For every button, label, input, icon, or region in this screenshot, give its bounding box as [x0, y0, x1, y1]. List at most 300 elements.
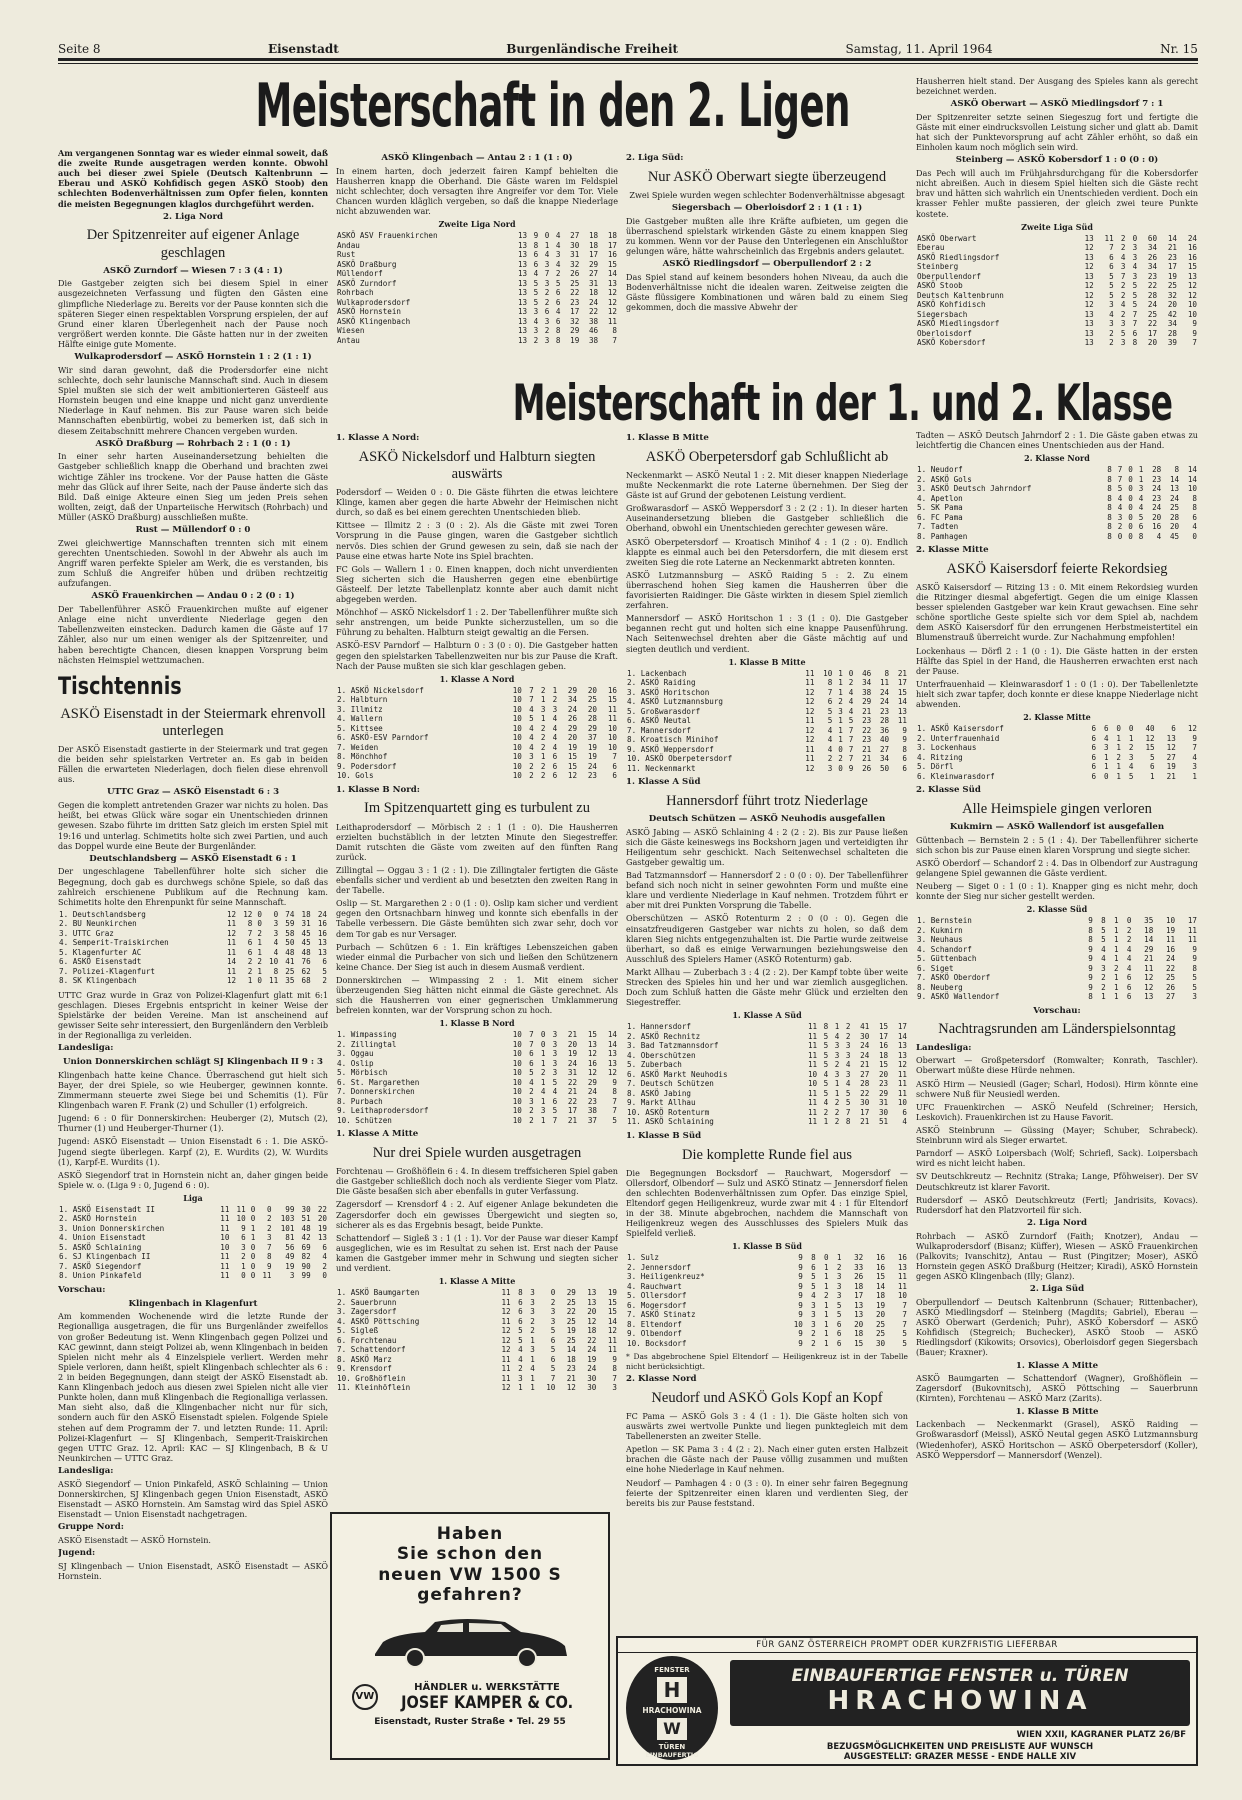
- match-report: Apetlon — SK Pama 3 : 4 (2 : 2). Nach einer guten ersten Halbzeit brachen die Gäste nach der Pause völlig zusammen und mußten eine hohe Niederlage in Kauf nehmen.: [626, 1444, 908, 1475]
- team-name-cell: 8. Kroatisch Minihof: [627, 735, 719, 745]
- stat-cell: 0: [1128, 465, 1133, 475]
- stat-cell: 4: [555, 231, 561, 241]
- article-paragraph: Die Begegnungen Bocksdorf — Rauchwart, Mogersdorf — Ollersdorf, Olbendorf — Sulz und ASKÖ Stinatz — Jennersdorf fielen den schlechten Bodenverhältnissen zum Opfer. Das einzige Spiel, Eltendorf gegen Heiligenkreuz, wurde zwar mit 4 : 1 für Eltendorf in der 38. Minute abgebrochen, nachdem die Mannschaft von Heiligenkreuz wegen des Ausschlusses des Spielers Muik das Spielfeld verließ.: [626, 1167, 908, 1239]
- stat-cell: 11: [501, 1288, 511, 1298]
- stat-cell: 6: [902, 763, 907, 773]
- stat-cell: 21: [897, 668, 907, 678]
- stat-cell: 18: [588, 240, 599, 250]
- stat-cell: 2: [550, 1297, 556, 1307]
- table-row: [626, 1329, 908, 1338]
- stat-cell: 4: [848, 697, 854, 707]
- stat-cell: 1: [824, 1310, 829, 1320]
- ad-footer-line: AUSGESTELLT: GRAZER MESSE - ENDE HALLE XIV: [843, 1752, 1077, 1763]
- stat-cell: 3: [811, 1319, 816, 1329]
- stat-cell: 13: [897, 1041, 907, 1051]
- stat-cell: 5: [552, 1106, 558, 1116]
- stat-cell: 14: [1169, 474, 1180, 484]
- stat-cell: 4: [848, 706, 854, 716]
- table-row: [916, 310, 1198, 319]
- table-heading: Zweite Liga Süd: [1021, 221, 1093, 232]
- stat-cell: 9: [798, 1310, 803, 1320]
- stat-cell: 4: [1103, 733, 1109, 743]
- stat-cell: 7: [827, 687, 833, 697]
- article-headline: Alle Heimspiele gingen verloren: [962, 800, 1152, 817]
- w-logo-icon: W: [657, 1718, 687, 1740]
- article-headline: Hannersdorf führt trotz Niederlage: [666, 792, 868, 809]
- stat-cell: 25: [566, 1316, 576, 1326]
- stat-cell: 17: [1187, 916, 1197, 926]
- table-row: [336, 279, 618, 288]
- stat-cell: 10: [512, 761, 522, 771]
- stat-cell: 3: [1128, 752, 1134, 762]
- stat-cell: 3: [612, 1383, 617, 1393]
- stat-cell: 2: [540, 761, 546, 771]
- table-row: [336, 1049, 618, 1058]
- team-name-cell: 6. ASKÖ Markt Neuhodis: [627, 1069, 728, 1079]
- team-name-cell: 1. Hannersdorf: [627, 1022, 692, 1032]
- stat-cell: 4: [544, 250, 550, 260]
- team-name-cell: ASKÖ Kohfidisch: [917, 300, 986, 310]
- stat-cell: 3: [1132, 243, 1138, 253]
- stat-cell: 6: [612, 771, 617, 781]
- stat-cell: 4: [552, 742, 558, 752]
- stat-cell: 22: [1165, 963, 1176, 973]
- fixture-line: UFC Frauenkirchen — ASKÖ Neufeld (Schreiner; Hersich, Leskovich). Frauenkirchen ist zu Hause Favorit.: [916, 1101, 1198, 1122]
- section-label: Vorschau:: [1033, 1005, 1081, 1016]
- stat-cell: 2: [811, 1338, 816, 1348]
- stat-cell: 23: [1152, 474, 1162, 484]
- stat-cell: 6: [533, 259, 539, 269]
- stat-cell: 9: [533, 231, 539, 241]
- team-name-cell: 9. ASKÖ Weppersdorf: [627, 744, 714, 754]
- stat-cell: 2: [1101, 973, 1106, 983]
- stat-cell: 15: [607, 695, 617, 705]
- stat-cell: 2: [266, 1214, 272, 1224]
- stat-cell: 11: [607, 1345, 617, 1355]
- stat-cell: 3: [544, 278, 550, 288]
- stat-cell: 3: [552, 1039, 558, 1049]
- table-row: [336, 1364, 618, 1373]
- team-name-cell: 1. Neudorf: [917, 465, 963, 475]
- stat-cell: 24: [567, 1058, 578, 1068]
- stat-cell: 6: [827, 697, 833, 707]
- stat-cell: 1: [540, 714, 546, 724]
- stat-cell: 6: [1091, 762, 1097, 772]
- stat-cell: 28: [1147, 290, 1158, 300]
- stat-cell: 9: [1088, 916, 1093, 926]
- stat-cell: 81: [285, 1233, 295, 1243]
- stat-cell: 2: [247, 966, 253, 976]
- standings-table: [626, 669, 908, 773]
- table-row: [626, 735, 908, 744]
- section-title-tischtennis: Tischtennis: [58, 671, 182, 700]
- match-title: ASKÖ Zurndorf — Wiesen 7 : 3 (4 : 1): [103, 265, 283, 276]
- stat-cell: 3: [1109, 319, 1114, 329]
- article-paragraph: Jugend: 6 : 0 für Donnerskirchen: Heuberger (2), Mutsch (2), Thurner (1) und Heuberger-Thurner (1).: [58, 1113, 328, 1134]
- team-name-cell: 2. ASKÖ Raiding: [627, 678, 696, 688]
- standings-table: [626, 1253, 908, 1348]
- team-name-cell: 1. ASKÖ Baumgarten: [337, 1288, 420, 1298]
- stat-cell: 26: [570, 269, 580, 279]
- stat-cell: 6: [555, 316, 561, 326]
- stat-cell: 0: [1192, 531, 1197, 541]
- stat-cell: 35: [1144, 916, 1154, 926]
- stat-cell: 10: [220, 1242, 230, 1252]
- column-a: [58, 148, 328, 1800]
- stat-cell: 6: [529, 1049, 534, 1059]
- stat-cell: 13: [1084, 309, 1094, 319]
- stat-cell: 9: [798, 1253, 803, 1263]
- stat-cell: 20: [1167, 300, 1177, 310]
- stat-cell: 2: [529, 1087, 534, 1097]
- team-name-cell: 3. Neuhaus: [917, 935, 963, 945]
- stat-cell: 6: [1091, 771, 1097, 781]
- table-row: [916, 762, 1198, 771]
- stat-cell: 18: [607, 231, 617, 241]
- table-row: [336, 1059, 618, 1068]
- stat-cell: 24: [860, 1050, 870, 1060]
- table-row: [916, 734, 1198, 743]
- stat-cell: 1: [241, 1261, 246, 1271]
- match-report: Donnerskirchen — Wimpassing 2 : 1. Mit einem sicher überzeugenden Sieg hätten nicht einmal die Gäste gerechnet. Als sich die Hausherren von einer gegnerischen Umklammerung befreien konnten, war der Vorsprung schon zu hoch.: [336, 975, 618, 1016]
- stat-cell: 41: [285, 957, 295, 967]
- stat-cell: 24: [1187, 233, 1197, 243]
- stat-cell: 5: [1128, 771, 1134, 781]
- stat-cell: 11: [805, 668, 815, 678]
- stat-cell: 3: [834, 1069, 840, 1079]
- stat-cell: 6: [1150, 762, 1155, 772]
- hrachowina-emblem: [626, 1656, 718, 1760]
- match-report: Markt Allhau — Zuberbach 3 : 4 (2 : 2). Der Kampf tobte über weite Strecken des Spieles hin und her und war ziemlich ausgeglichen. Doch zum Schluß hatten die Gäste mehr Glück und erzielten den Siegestreffer.: [626, 967, 908, 1008]
- match-report: Oberschützen — ASKÖ Rotenturm 2 : 0 (0 : 0). Gegen die einsatzfreudigeren Gastgeber war nichts zu holen, so daß dem klaren Sieg nichts entgegenzuhalten ist. Die Partie wurde zeitweise überhart, so daß es einige Verwarnungen beziehungsweise den Ausschluß des Spielers Hamer (ASKÖ Rotenturm) gab.: [626, 913, 908, 964]
- stat-cell: 27: [1166, 752, 1176, 762]
- stat-cell: 4: [827, 735, 833, 745]
- stat-cell: 14: [875, 1281, 886, 1291]
- table-row: [336, 762, 618, 771]
- table-row: [336, 1030, 618, 1039]
- stat-cell: 6: [322, 1242, 327, 1252]
- table-row: [626, 1060, 908, 1069]
- stat-cell: 2: [540, 723, 546, 733]
- stat-cell: 10: [512, 1068, 522, 1078]
- stat-cell: 12: [607, 307, 617, 317]
- stat-cell: 0: [322, 1271, 327, 1281]
- stat-cell: 25: [1167, 281, 1177, 291]
- stat-cell: 28: [1152, 465, 1162, 475]
- stat-cell: 12: [805, 697, 815, 707]
- stat-cell: 1: [1114, 935, 1119, 945]
- stat-cell: 2: [834, 1098, 840, 1108]
- stat-cell: 20: [854, 1319, 864, 1329]
- stat-cell: 12: [1187, 290, 1197, 300]
- team-name-cell: 6. St. Margarethen: [337, 1077, 420, 1087]
- stat-cell: 7: [612, 1096, 617, 1106]
- stat-cell: 8: [1107, 465, 1112, 475]
- table-row: [916, 494, 1198, 503]
- stat-cell: 1: [838, 716, 843, 726]
- stat-cell: 1: [1150, 771, 1155, 781]
- team-name-cell: 8. Mönchhof: [337, 752, 388, 762]
- stat-cell: 3: [530, 1307, 535, 1317]
- stat-cell: 3: [540, 704, 546, 714]
- stat-cell: 3: [518, 1373, 523, 1383]
- stat-cell: 22: [567, 1077, 578, 1087]
- stat-cell: 14: [607, 1039, 617, 1049]
- stat-cell: 10: [1165, 916, 1176, 926]
- subsection-label: Landesliga:: [58, 1465, 114, 1476]
- ad-dealer-name: JOSEF KAMPER & CO.: [401, 1692, 573, 1713]
- team-name-cell: 4. Rauchwart: [627, 1281, 682, 1291]
- stat-cell: 15: [567, 752, 578, 762]
- stat-cell: 5: [845, 1088, 851, 1098]
- stat-cell: 1: [824, 1262, 829, 1272]
- stat-cell: 5: [823, 1041, 829, 1051]
- stat-cell: 11: [220, 1223, 230, 1233]
- stat-cell: 13: [517, 316, 528, 326]
- stat-cell: 19: [607, 1288, 617, 1298]
- stat-cell: 7: [1117, 465, 1123, 475]
- stat-cell: 9: [266, 1261, 272, 1271]
- stat-cell: 14: [1144, 935, 1154, 945]
- stat-cell: 12: [607, 1068, 617, 1078]
- stat-cell: 2: [529, 1115, 534, 1125]
- stat-cell: 3: [834, 1041, 840, 1051]
- stat-cell: 4: [518, 1345, 523, 1355]
- table-row: [626, 1117, 908, 1126]
- stat-cell: 24: [879, 687, 890, 697]
- stat-cell: 29: [1144, 944, 1154, 954]
- stat-cell: 2: [241, 1252, 246, 1262]
- stat-cell: 28: [860, 1079, 870, 1089]
- stat-cell: 19: [1167, 271, 1177, 281]
- stat-cell: 3: [1132, 252, 1138, 262]
- stat-cell: 7: [266, 1242, 272, 1252]
- team-name-cell: 8. SK Klingenbach: [59, 976, 137, 986]
- team-name-cell: 4. Oslip: [337, 1058, 374, 1068]
- table-row: [336, 1307, 618, 1316]
- team-name-cell: 6. ASKÖ Neutal: [627, 716, 692, 726]
- team-name-cell: 6. Kleinwarasdorf: [917, 771, 995, 781]
- stat-cell: 5: [902, 1338, 907, 1348]
- stat-cell: 11: [807, 1098, 818, 1108]
- stat-cell: 1: [1116, 762, 1121, 772]
- stat-cell: 20: [567, 733, 578, 743]
- stat-cell: 8: [1174, 465, 1180, 475]
- stat-cell: 10: [512, 771, 522, 781]
- stat-cell: 1: [257, 947, 262, 957]
- article-paragraph: ASKÖ Eisenstadt — ASKÖ Hornstein.: [58, 1534, 211, 1545]
- stat-cell: 15: [854, 1338, 864, 1348]
- stat-cell: 9: [902, 725, 907, 735]
- stat-cell: 12: [566, 1383, 576, 1393]
- stat-cell: 7: [1192, 338, 1197, 347]
- team-name-cell: 9. ASKÖ Wallendorf: [917, 992, 1000, 1002]
- stat-cell: 24: [587, 761, 597, 771]
- section-label: 1. Klasse B Nord:: [336, 784, 420, 795]
- stat-cell: 8: [1088, 925, 1093, 935]
- stat-cell: 7: [529, 685, 534, 695]
- stat-cell: 11: [262, 1271, 272, 1281]
- stat-cell: 12: [1187, 281, 1197, 291]
- stat-cell: 9: [1088, 982, 1093, 992]
- stat-cell: 8: [533, 240, 539, 250]
- stat-cell: 23: [587, 1096, 597, 1106]
- stat-cell: 6: [518, 1316, 523, 1326]
- stat-cell: 35: [285, 976, 295, 986]
- stat-cell: 0: [1116, 724, 1121, 734]
- emblem-text: TÜREN: [658, 1743, 686, 1751]
- stat-cell: 10: [512, 742, 522, 752]
- stat-cell: 21: [567, 1087, 578, 1097]
- stat-cell: 21: [862, 706, 872, 716]
- stat-cell: 30: [587, 1383, 597, 1393]
- stat-cell: 1: [530, 1354, 535, 1364]
- stat-cell: 10: [512, 704, 522, 714]
- table-row: [916, 484, 1198, 493]
- stat-cell: 3: [845, 1069, 851, 1079]
- table-row: [626, 1089, 908, 1098]
- match-report: Tadten — ASKÖ Deutsch Jahrndorf 2 : 1. Die Gäste gaben etwas zu leichtfertig die Chancen eines Unentschieden aus der Hand.: [916, 430, 1198, 451]
- stat-cell: 4: [1126, 944, 1132, 954]
- stat-cell: 6: [1103, 724, 1109, 734]
- stat-cell: 5: [902, 1329, 907, 1339]
- stat-cell: 12: [1144, 973, 1154, 983]
- stat-cell: 32: [854, 1253, 864, 1263]
- stat-cell: 13: [587, 1297, 597, 1307]
- stat-cell: 1: [250, 1223, 256, 1233]
- column-b-top: [336, 150, 618, 370]
- stat-cell: 4: [1117, 493, 1123, 503]
- stat-cell: 8: [1192, 493, 1197, 503]
- stat-cell: 6: [247, 947, 253, 957]
- stat-cell: 24: [587, 1087, 597, 1097]
- stat-cell: 38: [588, 335, 599, 345]
- subsection-label: Gruppe Nord:: [58, 1522, 124, 1533]
- stat-cell: 4: [529, 742, 534, 752]
- stat-cell: 69: [301, 1242, 311, 1252]
- stat-cell: 76: [301, 957, 311, 967]
- stat-cell: 5: [811, 1272, 816, 1282]
- stat-cell: 5: [1109, 281, 1114, 291]
- stat-cell: 31: [878, 1098, 889, 1108]
- stat-cell: 3: [544, 335, 550, 345]
- stat-cell: 62: [301, 966, 311, 976]
- subsection-label: Jugend:: [58, 1547, 96, 1558]
- stat-cell: 3: [552, 1058, 558, 1068]
- stat-cell: 1: [838, 678, 843, 688]
- stat-cell: 14: [1187, 474, 1197, 484]
- article-headline: Nachtragsrunden am Länderspielsonntag: [938, 1021, 1176, 1038]
- article-paragraph: UTTC Graz wurde in Graz von Polizei-Klagenfurt glatt mit 6:1 geschlagen. Dieses Ergebnis entspricht in keiner Weise der Spielstärke der beiden Vereine. Man ist anscheinend auf gewisser Seite sehr interessiert, den Burgenländern den Verbleib in der Regionalliga zu verleiden.: [58, 989, 328, 1041]
- match-report: Zagersdorf — Krensdorf 4 : 2. Auf eigener Anlage bekundeten die Zagersdorfer doch ein gewisses Übergewicht und siegten so, sicherer als es das Ergebnis besagt, beide Punkte.: [336, 1199, 618, 1230]
- team-name-cell: 5. Sigleß: [337, 1326, 379, 1336]
- stat-cell: 6: [1126, 982, 1132, 992]
- team-name-cell: 6. ASKÖ-ESV Parndorf: [337, 733, 429, 743]
- stat-cell: 5: [552, 1077, 558, 1087]
- stat-cell: 8: [612, 1087, 617, 1097]
- table-row: [626, 1291, 908, 1300]
- stat-cell: 14: [226, 957, 237, 967]
- stat-cell: 3: [836, 1272, 842, 1282]
- stat-cell: 12: [607, 288, 617, 298]
- stat-cell: 9: [612, 1354, 617, 1364]
- stat-cell: 3: [529, 752, 534, 762]
- table-row: [916, 532, 1198, 541]
- section-label: 1. Klasse B Mitte: [626, 433, 709, 443]
- stat-cell: 0: [1132, 233, 1138, 243]
- stat-cell: 45: [1169, 531, 1180, 541]
- stat-cell: 0: [544, 231, 550, 241]
- stat-cell: 15: [607, 259, 617, 269]
- table-row: [626, 1263, 908, 1272]
- stat-cell: 12: [501, 1335, 511, 1345]
- stat-cell: 6: [550, 1354, 556, 1364]
- stat-cell: 18: [588, 288, 599, 298]
- match-title: Union Donnerskirchen schlägt SJ Klingenbach II 9 : 3: [63, 1057, 323, 1068]
- table-row: [916, 916, 1198, 925]
- stat-cell: 9: [798, 1262, 803, 1272]
- stat-cell: 13: [587, 1288, 597, 1298]
- stat-cell: 7: [1120, 271, 1126, 281]
- stat-cell: 11: [1187, 935, 1197, 945]
- stat-cell: 5: [836, 1310, 842, 1320]
- team-name-cell: 5. Mörbisch: [337, 1068, 388, 1078]
- stat-cell: 4: [1156, 531, 1162, 541]
- stat-cell: 25: [587, 695, 597, 705]
- table-row: [626, 764, 908, 773]
- table-row: [916, 243, 1198, 252]
- team-name-cell: 1. ASKÖ Nickelsdorf: [337, 685, 424, 695]
- stat-cell: 11: [226, 938, 237, 948]
- stat-cell: 1: [552, 685, 558, 695]
- stat-cell: 6: [612, 761, 617, 771]
- team-name-cell: 8. Eltendorf: [627, 1319, 682, 1329]
- stat-cell: 7: [845, 1107, 851, 1117]
- stat-cell: 45: [301, 938, 311, 948]
- table-footnote: * Das abgebrochene Spiel Eltendorf — Heiligenkreuz ist in der Tabelle nicht berücksichtigt.: [626, 1352, 908, 1371]
- stat-cell: 2: [811, 1329, 816, 1339]
- stat-cell: 51: [301, 1214, 311, 1224]
- table-row: [336, 260, 618, 269]
- match-report: Leithaprodersdorf — Mörbisch 2 : 1 (1 : 0). Die Hausherren erzielten buchstäblich in der letzten Minute den Siegestreffer. Damit rutschten die Gäste vom zweiten auf den fünften Rang zurück.: [336, 821, 618, 862]
- table-row: [336, 1326, 618, 1335]
- stat-cell: 0: [1128, 512, 1133, 522]
- table-row: [626, 716, 908, 725]
- stat-cell: 23: [570, 297, 580, 307]
- stat-cell: 2: [845, 1031, 851, 1041]
- team-name-cell: 3. Zagersdorf: [337, 1307, 397, 1317]
- match-title: Kukmirn — ASKÖ Wallendorf ist ausgefallen: [949, 822, 1165, 832]
- stat-cell: 1: [540, 1096, 546, 1106]
- stat-cell: 4: [1132, 262, 1138, 272]
- stat-cell: 11: [805, 716, 815, 726]
- stat-cell: 19: [317, 1223, 327, 1233]
- team-name-cell: Andau: [337, 240, 360, 250]
- stat-cell: 5: [811, 1281, 816, 1291]
- stat-cell: 12: [805, 735, 815, 745]
- stat-cell: 3: [845, 1041, 851, 1051]
- stat-cell: 4: [845, 1060, 851, 1070]
- stat-cell: 19: [587, 752, 597, 762]
- team-name-cell: 2. Kukmirn: [917, 925, 963, 935]
- stat-cell: 8: [1101, 916, 1106, 926]
- stat-cell: 29: [570, 326, 580, 336]
- stat-cell: 7: [848, 754, 854, 764]
- stat-cell: 6: [836, 1329, 842, 1339]
- stat-cell: 18: [854, 1329, 864, 1339]
- table-row: [626, 1301, 908, 1310]
- stat-cell: 10: [512, 1087, 522, 1097]
